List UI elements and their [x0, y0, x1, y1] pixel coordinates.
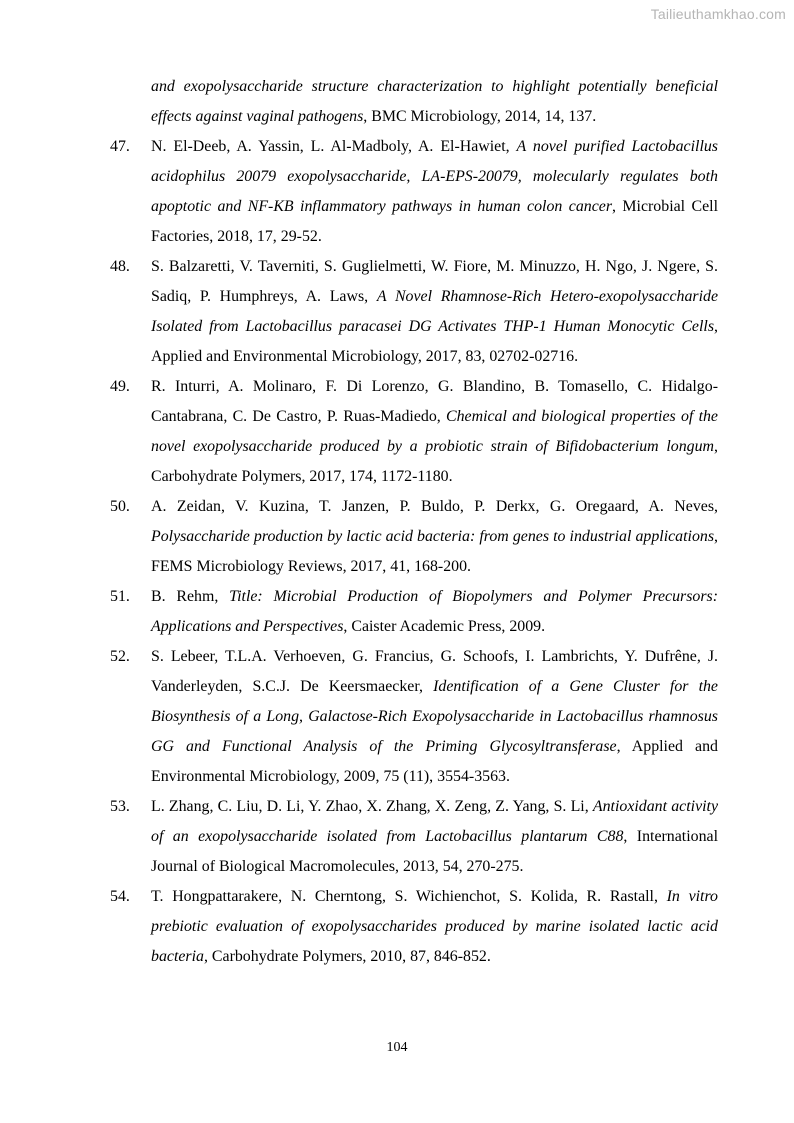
reference-source: , BMC Microbiology, 2014, 14, 137. — [363, 108, 597, 125]
reference-source: , Carbohydrate Polymers, 2010, 87, 846-852. — [203, 948, 491, 965]
reference-number: 50. — [110, 498, 130, 515]
reference-number: 47. — [110, 138, 130, 155]
page-number: 104 — [386, 1040, 408, 1055]
reference-item — [110, 642, 718, 792]
reference-title: Polysaccharide production by lactic acid bacteria: from genes to industrial applications — [151, 528, 715, 545]
reference-authors: S. Balzaretti, V. Taverniti, S. Guglielmetti, W. Fiore, M. Minuzzo, H. Ngo, J. Ngere, S. Sadiq, P. Humphreys, A. Laws, — [151, 258, 718, 305]
reference-source: , Caister Academic Press, 2009. — [343, 618, 546, 635]
reference-number: 52. — [110, 648, 130, 665]
reference-source: , International Journal of Biological Macromolecules, 2013, 54, 270-275. — [151, 828, 718, 875]
reference-number: 48. — [110, 258, 130, 275]
reference-title: A Novel Rhamnose-Rich Hetero-exopolysaccharide Isolated from Lactobacillus paracasei DG Activates THP-1 Human Monocytic Cells — [151, 288, 718, 335]
reference-authors: N. El-Deeb, A. Yassin, L. Al-Madboly, A. El-Hawiet, — [151, 138, 517, 155]
reference-authors: R. Inturri, A. Molinaro, F. Di Lorenzo, G. Blandino, B. Tomasello, C. Hidalgo-Cantabrana, C. De Castro, P. Ruas-Madiedo, — [151, 378, 718, 425]
reference-title: and exopolysaccharide structure characterization to highlight potentially beneficial effects against vaginal pathogens — [151, 78, 718, 125]
reference-authors: A. Zeidan, V. Kuzina, T. Janzen, P. Buldo, P. Derkx, G. Oregaard, A. Neves, — [151, 498, 718, 515]
reference-item — [110, 492, 718, 582]
reference-source: , Carbohydrate Polymers, 2017, 174, 1172-1180. — [151, 438, 718, 485]
reference-item — [110, 72, 718, 132]
reference-authors: L. Zhang, C. Liu, D. Li, Y. Zhao, X. Zhang, X. Zeng, Z. Yang, S. Li, — [151, 798, 593, 815]
reference-item — [110, 372, 718, 492]
reference-source: , Applied and Environmental Microbiology, 2009, 75 (11), 3554-3563. — [151, 738, 718, 785]
reference-title: Chemical and biological properties of the novel exopolysaccharide produced by a probiotic strain of Bifidobacterium longum — [151, 408, 718, 455]
reference-item — [110, 792, 718, 882]
reference-title: Antioxidant activity of an exopolysaccharide isolated from Lactobacillus plantarum C88 — [151, 798, 718, 845]
reference-authors: T. Hongpattarakere, N. Cherntong, S. Wichienchot, S. Kolida, R. Rastall, — [151, 888, 667, 905]
reference-title: Identification of a Gene Cluster for the Biosynthesis of a Long, Galactose-Rich Exopolysaccharide in Lactobacillus rhamnosus GG and Functional Analysis of the Priming Glycosyltransferase — [151, 678, 718, 755]
reference-source: , Applied and Environmental Microbiology, 2017, 83, 02702-02716. — [151, 318, 718, 365]
reference-item — [110, 582, 718, 642]
watermark: Tailieuthamkhao.com — [650, 6, 786, 22]
reference-list — [110, 72, 718, 972]
reference-source: , FEMS Microbiology Reviews, 2017, 41, 168-200. — [151, 528, 718, 575]
reference-authors: S. Lebeer, T.L.A. Verhoeven, G. Francius, G. Schoofs, I. Lambrichts, Y. Dufrêne, J. Vanderleyden, S.C.J. De Keersmaecker, — [151, 648, 718, 695]
reference-number: 53. — [110, 798, 130, 815]
reference-item — [110, 882, 718, 972]
reference-number: 49. — [110, 378, 130, 395]
reference-source: , Microbial Cell Factories, 2018, 17, 29-52. — [151, 198, 718, 245]
reference-title: A novel purified Lactobacillus acidophilus 20079 exopolysaccharide, LA-EPS-20079, molecularly regulates both apoptotic and NF-KB inflammatory pathways in human colon cancer — [151, 138, 718, 215]
reference-number: 51. — [110, 588, 130, 605]
reference-number: 54. — [110, 888, 130, 905]
reference-item — [110, 132, 718, 252]
reference-title: Title: Microbial Production of Biopolymers and Polymer Precursors: Applications and Perspectives — [151, 588, 718, 635]
reference-authors: B. Rehm, — [151, 588, 230, 605]
reference-item — [110, 252, 718, 372]
reference-title: In vitro prebiotic evaluation of exopolysaccharides produced by marine isolated lactic acid bacteria — [151, 888, 718, 965]
